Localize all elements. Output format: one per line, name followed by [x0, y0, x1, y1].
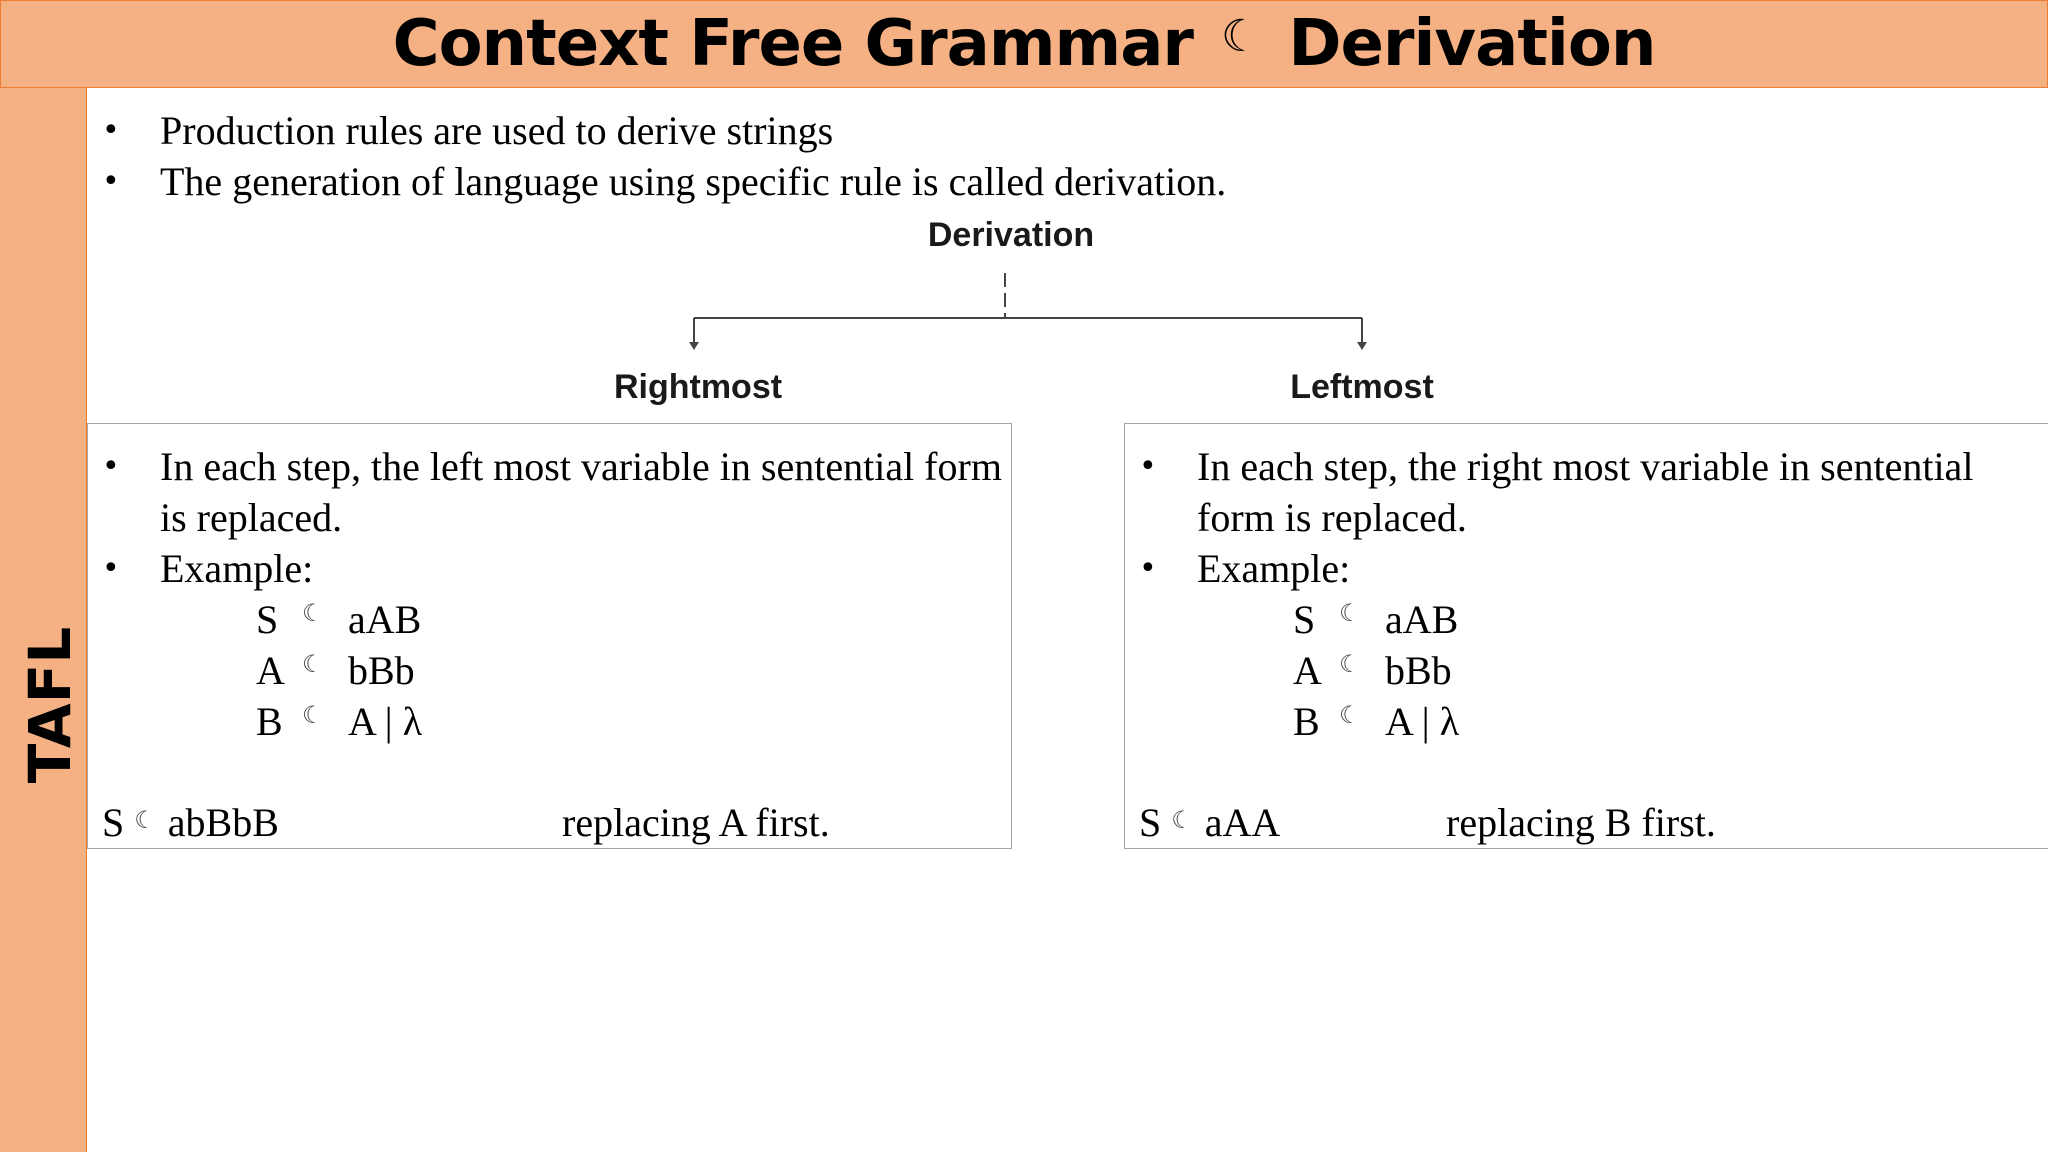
rule-lhs: A	[1293, 648, 1322, 693]
rule-rhs: aAB	[1385, 597, 1459, 642]
rule-lhs: B	[1293, 699, 1320, 744]
rule-lhs: A	[256, 648, 285, 693]
derivation-start: S	[102, 800, 125, 845]
grammar-rule	[1293, 696, 1459, 747]
rightmost-rules	[256, 594, 422, 747]
derives-icon: ☾	[302, 701, 324, 729]
rule-rhs: bBb	[1385, 648, 1452, 693]
derivation-result: aAA	[1204, 800, 1281, 845]
leftmost-bullets	[1139, 441, 2039, 594]
rule-rhs: bBb	[348, 648, 415, 693]
rightmost-box	[87, 423, 1012, 849]
tree-root-label: Derivation	[927, 216, 1095, 254]
grammar-rule	[1293, 594, 1459, 645]
derives-icon: ☾	[302, 599, 324, 627]
rightmost-note: replacing A first.	[562, 800, 830, 845]
leftmost-box	[1124, 423, 2048, 849]
tree-right-label: Leftmost	[1290, 368, 1434, 406]
rule-lhs: B	[256, 699, 283, 744]
intro-bullet: • The generation of language using specific rule is called derivation.	[102, 156, 1482, 207]
tree-left-label: Rightmost	[613, 368, 783, 406]
leftmost-bullet: • In each step, the right most variable in sentential form is replaced.	[1139, 441, 2039, 543]
tree-left-arrowhead	[689, 342, 699, 350]
rightmost-bullets	[102, 441, 1002, 594]
leftmost-derivation	[1139, 797, 1280, 854]
leftmost-rules	[1293, 594, 1459, 747]
side-label: TAFL	[16, 626, 84, 784]
rule-rhs: A | λ	[348, 699, 423, 744]
grammar-rule	[1293, 645, 1459, 696]
rule-rhs: aAB	[348, 597, 422, 642]
derives-icon: ☾	[134, 806, 156, 834]
slide-title-suffix: Derivation	[1288, 7, 1656, 81]
leftmost-bullet: • Example:	[1139, 543, 2039, 594]
derives-icon: ☾	[302, 650, 324, 678]
derives-icon: ☾	[1339, 650, 1361, 678]
rightmost-bullet: • Example:	[102, 543, 1002, 594]
rightmost-bullet: • In each step, the left most variable in sentential form is replaced.	[102, 441, 1002, 543]
derives-icon: ☾	[1171, 806, 1193, 834]
derives-icon: ☾	[1339, 599, 1361, 627]
leftmost-note: replacing B first.	[1446, 800, 1716, 845]
tree-right-arrowhead	[1357, 342, 1367, 350]
rightmost-derivation	[102, 797, 279, 854]
grammar-rule	[256, 594, 422, 645]
grammar-rule	[256, 696, 422, 747]
derives-icon: ☾	[1339, 701, 1361, 729]
derivation-start: S	[1139, 800, 1162, 845]
grammar-rule	[256, 645, 422, 696]
derivation-result: abBbB	[167, 800, 279, 845]
slide-title: Context Free Grammar	[392, 7, 1193, 81]
rule-lhs: S	[256, 597, 279, 642]
rule-rhs: A | λ	[1385, 699, 1460, 744]
intro-bullet: • Production rules are used to derive strings	[102, 105, 1482, 156]
rule-lhs: S	[1293, 597, 1316, 642]
moon-arrow-icon: ☾	[1220, 10, 1261, 62]
